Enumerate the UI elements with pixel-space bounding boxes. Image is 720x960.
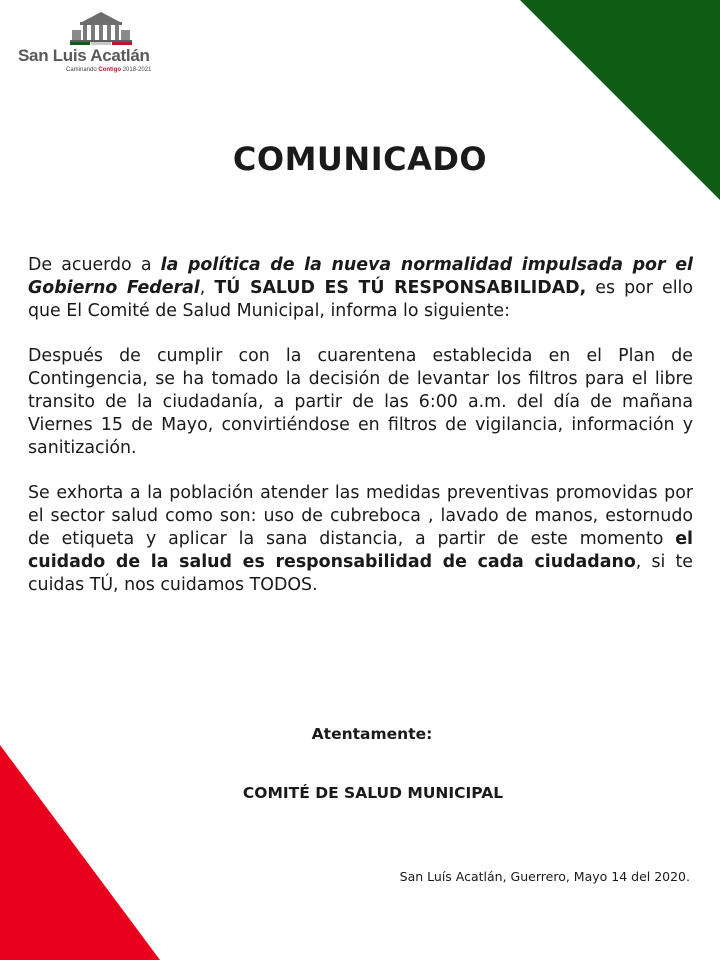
municipal-logo	[18, 10, 178, 78]
building-icon	[70, 10, 132, 46]
paragraph-2: Después de cumplir con la cuarentena establecida en el Plan de Contingencia, se ha tomado la decisión de levantar los filtros para el libre transito de la ciudadanía, a partir de las 6:00 a.m. del día de mañana Viernes 15 de Mayo, convirtiéndose en filtros de vigilancia, información y sanitización.	[28, 346, 693, 458]
logo-name: San Luis Acatlán	[18, 46, 150, 65]
page-title: COMUNICADO	[232, 140, 488, 178]
paragraph-3: Se exhorta a la población atender las medidas preventivas promovidas por el sector salud como son: uso de cubreboca , lavado de manos, estornudo de etiqueta y aplicar la sana distancia, a partir de este momento el cuidado de la salud es responsabilidad de cada ciudadano, si te cuidas TÚ, nos cuidamos TODOS.	[28, 483, 693, 595]
closing-salutation: Atentamente:	[311, 725, 433, 743]
logo-tagline: Caminando Contigo 2018-2021	[66, 67, 152, 73]
paragraph-1: De acuerdo a la política de la nueva normalidad impulsada por el Gobierno Federal, TÚ SALUD ES TÚ RESPONSABILIDAD, es por ello que El Comité de Salud Municipal, informa lo siguiente:	[28, 255, 693, 321]
place-and-date: San Luís Acatlán, Guerrero, Mayo 14 del 2020.	[399, 869, 690, 884]
red-corner-triangle	[0, 745, 160, 960]
communique-body	[28, 254, 693, 619]
signature-committee: COMITÉ DE SALUD MUNICIPAL	[242, 784, 504, 802]
